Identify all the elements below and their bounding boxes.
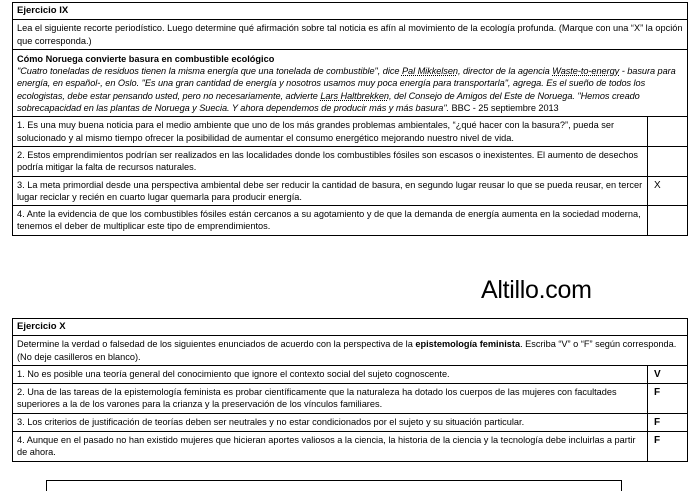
exercise-x-heading-row bbox=[13, 319, 687, 335]
statement-text: 1. No es posible una teoría general del conocimiento que ignore el contexto social del sujeto cognoscente. bbox=[17, 368, 450, 379]
news-article bbox=[13, 50, 687, 116]
statement-text: 2. Una de las tareas de la epistemología feminista es probar científicamente que la naturaleza ha dotado los cuerpos de las mujeres con facultades superiores a la de los varones para la crianza y la preservación de los vínculos familiares. bbox=[17, 387, 617, 410]
article-name-3: Lars Haltbrekken bbox=[320, 90, 389, 101]
statement-text: 4. Aunque en el pasado no han existido mujeres que hicieran aportes valiosos a la ciencia, la historia de la ciencia y la tecnología debe incluirlas a partir de ahora. bbox=[17, 435, 636, 458]
article-row bbox=[13, 49, 687, 116]
article-source: BBC - 25 septiembre 2013 bbox=[449, 103, 559, 114]
exercise-ix-instruction-row bbox=[13, 19, 687, 49]
option-mark-box[interactable] bbox=[647, 147, 687, 176]
instruction-text-pre: Determine la verdad o falsedad de los siguientes enunciados de acuerdo con la perspectiva de la bbox=[17, 339, 416, 350]
option-row bbox=[13, 205, 687, 235]
exercise-ix-table bbox=[12, 2, 688, 236]
article-text-1: "Cuatro toneladas de residuos tienen la misma energía que una tonelada de combustible", dice bbox=[17, 66, 402, 77]
option-text: 2. Estos emprendimientos podrían ser realizados en las localidades donde los combustibles fósiles son escasos o inexistentes. El aumento de desechos podría mitigar la falta de recursos naturales. bbox=[17, 149, 639, 173]
option-text: 1. Es una muy buena noticia para el medio ambiente que uno de los más grandes problemas ambientales, “¿qué hacer con la basura?”, pueda ser solucionado y al mismo tiempo ofrecer la posibilidad de aumentar el consumo energético mejorando nuestro nivel de vida. bbox=[17, 120, 615, 143]
exercise-x-heading: Ejercicio X bbox=[17, 321, 66, 332]
answer-box[interactable]: F bbox=[647, 384, 687, 413]
option-row bbox=[13, 146, 687, 176]
exercise-ix-heading: Ejercicio IX bbox=[17, 5, 69, 16]
option-text: 4. Ante la evidencia de que los combustibles fósiles están cercanos a su agotamiento y de que la demanda de energía aumenta en la sociedad moderna, tenemos el deber de multiplicar este tipo de emprendimientos. bbox=[17, 209, 641, 232]
article-text-2: , director de la agencia bbox=[457, 66, 553, 77]
article-title: Cómo Noruega convierte basura en combustible ecológico bbox=[17, 53, 275, 64]
exercise-x-table bbox=[12, 318, 688, 462]
article-text-3: - basura para energía, en español-, en Oslo. "Es una gran cantidad de energía y nosotros usamos muy poca energía para transportarla", agrega. Es el sueño de todos los ecologistas, debe estar pensando usted, pero no necesariamente, advierte bbox=[17, 66, 676, 101]
article-text-4: , del Consejo de Amigos del Este de Noruega. "Hemos creado sobrecapacidad en las plantas de Noruega y Suecia. Y ahora dependemos de producir más y más basura". bbox=[17, 90, 640, 114]
article-body bbox=[17, 65, 683, 114]
statement-row bbox=[13, 383, 687, 413]
option-text: 3. La meta primordial desde una perspectiva ambiental debe ser reducir la cantidad de basura, en segundo lugar reusar lo que se pueda reusar, en tercer lugar reciclar y recién en cuarto lugar quemarla para producir energía. bbox=[17, 179, 643, 202]
option-mark-box[interactable] bbox=[647, 206, 687, 235]
statement-row bbox=[13, 431, 687, 461]
exercise-x-instruction-row bbox=[13, 335, 687, 365]
next-section-box bbox=[46, 480, 622, 491]
answer-box[interactable]: F bbox=[647, 414, 687, 431]
exercise-ix-instruction: Lea el siguiente recorte periodístico. Luego determine qué afirmación sobre tal noticia es afín al movimiento de la ecología profunda. (Marque con una “X” la opción que corresponda.) bbox=[17, 23, 683, 46]
answer-box[interactable]: F bbox=[647, 432, 687, 461]
article-name-2: Waste-to-energy bbox=[552, 66, 620, 77]
option-mark-box[interactable] bbox=[647, 117, 687, 146]
option-row bbox=[13, 176, 687, 206]
statement-text: 3. Los criterios de justificación de teorías deben ser neutrales y no estar condicionados por el sujeto y su situación particular. bbox=[17, 416, 525, 427]
statement-row bbox=[13, 413, 687, 431]
option-row bbox=[13, 116, 687, 146]
instruction-text-post: . Escriba “V” o “F” según corresponda. (No deje casilleros en blanco). bbox=[17, 339, 677, 362]
statement-row bbox=[13, 365, 687, 383]
exercise-ix-heading-row bbox=[13, 3, 687, 19]
exercise-x-instruction bbox=[13, 336, 687, 365]
instruction-bold-term: epistemología feminista bbox=[415, 339, 521, 350]
option-mark-box[interactable]: X bbox=[647, 177, 687, 206]
altillo-watermark: Altillo.com bbox=[481, 276, 592, 304]
answer-box[interactable]: V bbox=[647, 366, 687, 383]
article-name-1: Pal Mikkelsen bbox=[401, 66, 458, 77]
